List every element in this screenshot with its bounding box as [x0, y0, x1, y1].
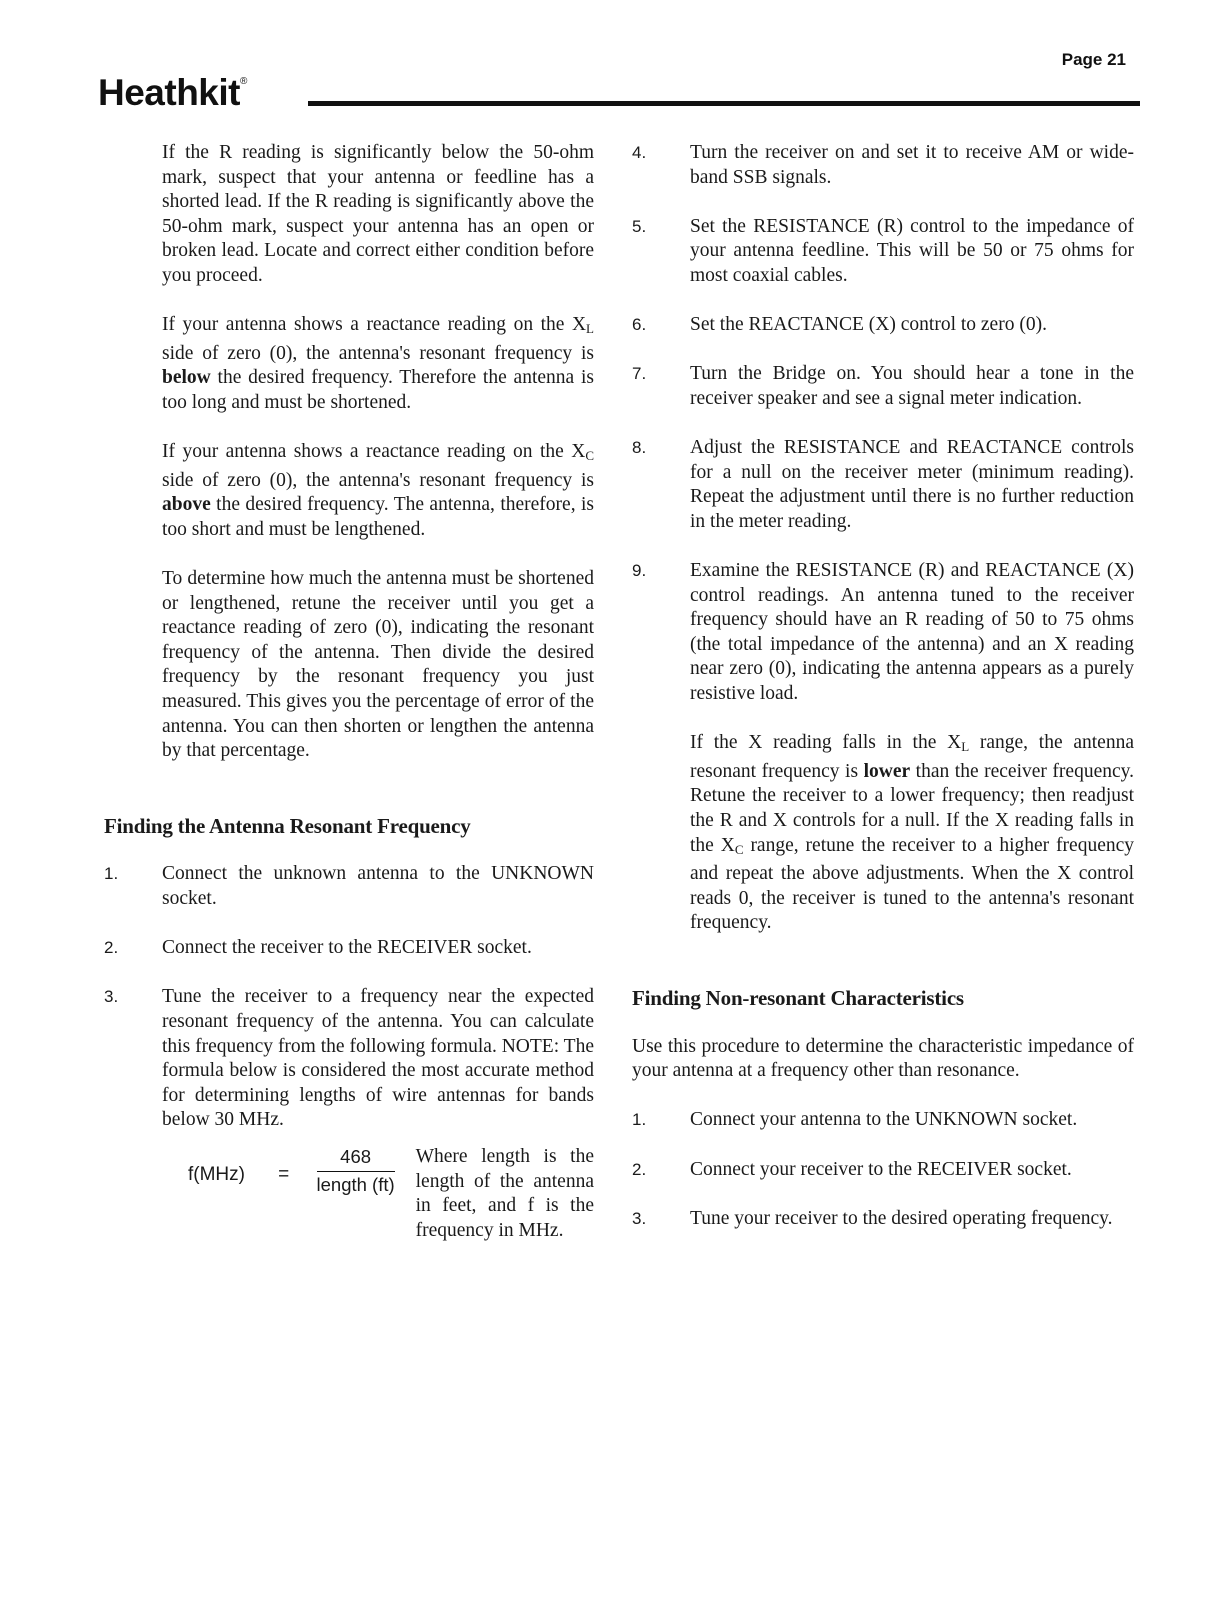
text-run: the desired frequency. Therefore the antenna is too long and must be shortened.: [162, 367, 594, 413]
paragraph-r-reading: If the R reading is significantly below the 50-ohm mark, suspect that your antenna or feedline has a shorted lead. If the R reading is significantly above the 50-ohm mark, suspect your antenna has an open or broken lead. Locate and correct either condition before you proceed.: [162, 142, 594, 286]
step-number: 6.: [632, 315, 647, 335]
step-text: Connect your receiver to the RECEIVER socket.: [690, 1158, 1072, 1180]
step-item: [632, 1207, 1134, 1232]
step-item: [104, 862, 594, 911]
formula-fraction: [308, 1145, 404, 1243]
emphasis-lower: lower: [863, 760, 911, 782]
step-text: Tune the receiver to a frequency near the expected resonant frequency of the antenna. You can calculate this frequency from the following formula. NOTE: The formula below is considered the most accurate method for determining lengths of wire antennas for bands below 30 MHz.: [162, 986, 594, 1131]
step-item: [104, 936, 594, 961]
subscript-l: L: [586, 321, 594, 337]
text-run: the desired frequency. The antenna, therefore, is too short and must be lengthened.: [162, 494, 594, 540]
step-item: [632, 362, 1134, 411]
text-run: side of zero (0), the antenna's resonant frequency is: [162, 469, 594, 491]
step-text: Turn the receiver on and set it to receive AM or wide-band SSB signals.: [690, 142, 1134, 188]
step-text: Connect the unknown antenna to the UNKNOWN socket.: [162, 863, 594, 910]
section-heading-nonresonant: Finding Non-resonant Characteristics: [632, 986, 964, 1010]
step-number: 7.: [632, 364, 647, 384]
header-rule: [308, 101, 1140, 106]
step-text: Set the RESISTANCE (R) control to the impedance of your antenna feedline. This will be 50 or 75 ohms for most coaxial cables.: [690, 215, 1134, 286]
step-item: [104, 985, 594, 1133]
formula-lhs: f(MHz): [188, 1163, 245, 1185]
subscript-c: C: [585, 448, 594, 464]
step-number: 1.: [632, 1110, 647, 1130]
step-item: [632, 1108, 1134, 1133]
step-text: Turn the Bridge on. You should hear a tone in the receiver speaker and see a signal meter indication.: [690, 363, 1134, 409]
text-run: range, the antenna resonant frequency is: [690, 732, 1134, 782]
text-run: range, retune the receiver to a higher frequency and repeat the above adjustments. When the X control reads 0, the receiver is tuned to the antenna's resonant frequency.: [690, 834, 1135, 934]
step-number: 8.: [632, 438, 647, 458]
step-text: Adjust the RESISTANCE and REACTANCE controls for a null on the receiver meter (minimum reading). Repeat the adjustment until there is no further reduction in the meter reading.: [690, 437, 1134, 532]
step-text: Connect your antenna to the UNKNOWN socket.: [690, 1109, 1078, 1131]
formula-equals: =: [278, 1163, 290, 1185]
left-column: [104, 141, 594, 1243]
text-run: If your antenna shows a reactance reading on the X: [162, 314, 587, 336]
text-run: side of zero (0), the antenna's resonant frequency is: [162, 342, 594, 364]
step-number: 1.: [104, 864, 119, 884]
formula-denominator: length (ft): [317, 1171, 395, 1198]
step-item: [632, 215, 1134, 289]
paragraph-xc-reactance: [104, 440, 594, 542]
step-number: 3.: [104, 987, 119, 1007]
brand-logo: [98, 72, 247, 114]
frequency-formula: [188, 1145, 594, 1243]
step-item: [632, 559, 1134, 707]
step-item: [632, 436, 1134, 534]
text-run: than the receiver frequency. Retune the receiver to a lower frequency; then readjust the R and X controls for a null. If the X reading falls in the X: [690, 760, 1134, 856]
page-number: Page 21: [1061, 50, 1126, 69]
text-run: If the X reading falls in the X: [690, 732, 962, 754]
emphasis-above: above: [162, 494, 211, 516]
paragraph-xl-reactance: [104, 313, 594, 415]
step-item: [632, 1158, 1134, 1183]
step-item: [632, 141, 1134, 190]
text-run: If your antenna shows a reactance reading on the X: [162, 441, 586, 463]
step-text: Examine the RESISTANCE (R) and REACTANCE (X) control readings. An antenna tuned to the receiver frequency should have an R reading of 50 to 75 ohms (the total impedance of the antenna) and an X reading near zero (0), indicating the antenna appears as a purely resistive load.: [690, 560, 1134, 705]
registered-mark: ®: [239, 76, 247, 87]
paragraph-x-reading-range: [632, 731, 1134, 936]
step-text: Connect the receiver to the RECEIVER socket.: [162, 937, 532, 959]
step-number: 3.: [632, 1208, 647, 1228]
step-item: [632, 313, 1134, 338]
step-number: 2.: [104, 938, 119, 958]
step-number: 9.: [632, 561, 647, 581]
step-number: 2.: [632, 1159, 647, 1179]
emphasis-below: below: [162, 367, 211, 389]
paragraph-nonresonant-intro: Use this procedure to determine the characteristic impedance of your antenna at a frequency other than resonance.: [632, 1035, 1134, 1082]
brand-name: Heathkit: [98, 72, 240, 113]
paragraph-determine-length: To determine how much the antenna must be shortened or lengthened, retune the receiver until you get a reactance reading of zero (0), indicating the resonant frequency of the antenna. Then divide the desired frequency by the resonant frequency you just measured. This gives you the percentage of error of the antenna. You can then shorten or lengthen the antenna by that percentage.: [162, 568, 594, 762]
formula-note: Where length is the length of the antenna in feet, and f is the frequency in MHz.: [415, 1145, 594, 1241]
step-text: Set the REACTANCE (X) control to zero (0).: [690, 314, 1047, 336]
subscript-c: C: [734, 841, 744, 857]
step-number: 5.: [632, 216, 647, 236]
step-number: 4.: [632, 143, 647, 162]
right-column: [632, 141, 1134, 1256]
subscript-l: L: [961, 739, 970, 755]
step-text: Tune your receiver to the desired operating frequency.: [690, 1207, 1113, 1229]
formula-numerator: 468: [340, 1145, 372, 1167]
section-heading-resonant: Finding the Antenna Resonant Frequency: [104, 813, 471, 838]
